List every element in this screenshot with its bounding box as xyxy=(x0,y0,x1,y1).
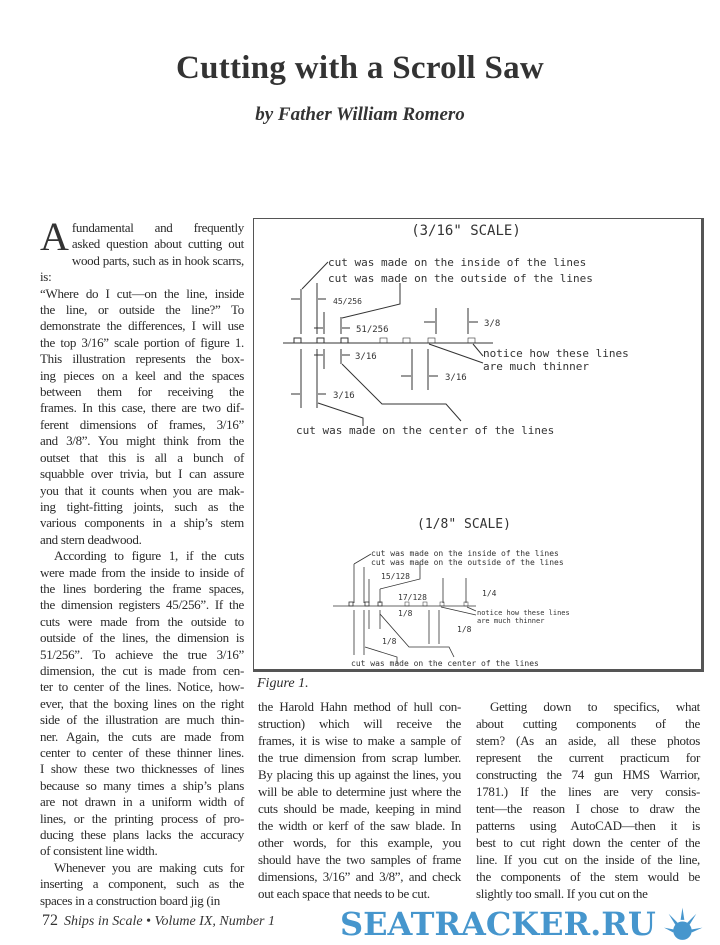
text-line: outset that this is all a bunch of xyxy=(40,449,244,465)
text-line: outside of the lines, the dimension is xyxy=(40,630,244,646)
text-line: the true dimension from scrap lumber. xyxy=(258,750,461,765)
column-1 xyxy=(40,214,244,909)
text-line: between them for receiving the xyxy=(40,384,244,400)
text-line: you that it counts when you are mak- xyxy=(40,482,244,498)
text-line: constructing the 74 gun HMS Warrior, xyxy=(476,767,700,782)
page-footer xyxy=(42,912,275,930)
bottom-scale-title: (1/8" SCALE) xyxy=(417,517,511,532)
text-line: the line, or outside the line?” To xyxy=(40,302,244,318)
text-line: will be able to determine just where the xyxy=(258,784,461,799)
bottom-diagram-labels xyxy=(351,517,570,668)
top-notice-line-2: are much thinner xyxy=(483,360,589,373)
sun-logo-icon xyxy=(664,904,704,942)
text-line: spaces in a construction board jig (in xyxy=(40,892,220,908)
text-line: frames, it is wise to make a sample of xyxy=(258,733,461,748)
text-line: stem? (As an aside, all these photos xyxy=(476,733,700,748)
top-notice-line-1: notice how these lines xyxy=(483,347,629,360)
figure-1 xyxy=(253,218,704,672)
publication-info: Ships in Scale • Volume IX, Number 1 xyxy=(64,914,275,929)
text-line: ter to center of the lines. Notice, how- xyxy=(40,679,244,695)
text-line: ing pieces on a keel and the spaces xyxy=(40,367,244,383)
text-line: 1781.) If the lines are very consis- xyxy=(476,784,700,799)
top-diagram-labels xyxy=(296,223,629,437)
text-line: other words, for this example, you xyxy=(258,835,461,850)
text-line: the top 3/16” scale portion of figure 1. xyxy=(40,334,244,350)
text-line: the dimension registers 45/256”. If the xyxy=(40,597,244,613)
text-line: ner. Again, the cuts are made from xyxy=(40,728,244,744)
figure-caption: Figure 1. xyxy=(257,676,309,691)
text-line: the width or kerf of the saw blade. In xyxy=(258,818,461,833)
watermark-text: SEATRACKER.RU xyxy=(340,905,656,943)
text-line: This illustration represents the box- xyxy=(40,351,244,367)
text-line: dimensions, 3/16” and 3/8”, and check xyxy=(258,869,461,884)
text-line: I show these two thicknesses of lines xyxy=(40,761,244,777)
bottom-notice-line-1: notice how these lines xyxy=(477,609,570,617)
top-inside-label: cut was made on the inside of the lines xyxy=(328,256,587,269)
text-line: various components in a ship’s stem xyxy=(40,515,244,531)
top-diagram-lines xyxy=(283,262,493,426)
text-line: inserting a component, such as the xyxy=(40,876,244,892)
text-line: Getting down to specifics, what xyxy=(490,699,700,714)
text-line: ducing these plans lacks the accuracy xyxy=(40,827,244,843)
article-byline: by Father William Romero xyxy=(255,104,465,125)
text-line: should have the two samples of frame xyxy=(258,852,461,867)
text-line: patterns using AutoCAD—then it is xyxy=(476,818,700,833)
bottom-dim-17-128: 17/128 xyxy=(398,593,427,602)
figure-drawing xyxy=(254,219,701,669)
text-line: the components of the stem would be xyxy=(476,869,700,884)
text-line: because so many times a ship’s plans xyxy=(40,777,244,793)
top-dim-3-8: 3/8 xyxy=(484,319,501,329)
text-line: By placing this up against the lines, you xyxy=(258,767,461,782)
text-line: 51/256”. To achieve the true 3/16” xyxy=(40,646,244,662)
text-line: the Harold Hahn method of hull con- xyxy=(258,699,461,714)
bottom-dim-1-4: 1/4 xyxy=(482,589,497,598)
text-line: ever, that the boxing lines on the right xyxy=(40,695,244,711)
article-title: Cutting with a Scroll Saw xyxy=(175,50,545,86)
bottom-dim-15-128: 15/128 xyxy=(381,572,410,581)
text-line: demonstrate the differences, I will use xyxy=(40,318,244,334)
top-dim-3-16-b: 3/16 xyxy=(445,373,467,383)
text-line: ferent dimensions of frames, 3/16” xyxy=(40,416,244,432)
bottom-center-label: cut was made on the center of the lines xyxy=(351,659,539,668)
text-line: represent the current practicum for xyxy=(476,750,700,765)
text-line: center to center of these thinner lines. xyxy=(40,745,244,760)
text-line: slightly too small. If you cut on the xyxy=(476,886,648,901)
top-dim-51-256: 51/256 xyxy=(356,325,389,335)
bottom-notice-line-2: are much thinner xyxy=(477,617,545,625)
text-line: struction) which will receive the xyxy=(258,716,461,731)
text-line: According to figure 1, if the cuts xyxy=(54,548,244,564)
text-line: Whenever you are making cuts for xyxy=(54,859,244,875)
text-line: the lines bordering the frame spaces, xyxy=(40,580,244,596)
text-line: line. If you cut on the inside of the line, xyxy=(476,852,700,867)
text-line: ing tight-fitting joints, such as the xyxy=(40,498,244,514)
text-line: cuts were made from the outside to xyxy=(40,613,244,629)
column-3 xyxy=(476,698,700,902)
text-line: cuts should be made, keeping in mind xyxy=(258,801,461,816)
text-line: wood parts, such as in hook scarrs, is: xyxy=(40,252,244,285)
top-outside-label: cut was made on the outside of the lines xyxy=(328,272,593,285)
bottom-dim-1-8-a: 1/8 xyxy=(398,609,413,618)
top-scale-title: (3/16" SCALE) xyxy=(411,223,521,239)
page-number: 72 xyxy=(42,912,58,929)
text-line: about cutting components of the xyxy=(476,716,700,731)
column-2 xyxy=(258,698,461,902)
bottom-dim-1-8-b: 1/8 xyxy=(457,625,472,634)
text-line: asked question about cutting out xyxy=(71,236,244,252)
text-line: side of the illustration are much thin- xyxy=(40,712,244,728)
text-line: tent—the reason I chose to draw the xyxy=(476,801,700,816)
text-line: and stern deadwood. xyxy=(40,531,142,547)
text-line: out each space that needs to be cut. xyxy=(258,886,430,901)
text-line: are not drawn in a uniform width of xyxy=(40,794,244,810)
top-center-label: cut was made on the center of the lines xyxy=(296,424,555,437)
top-dim-3-16-c: 3/16 xyxy=(333,391,355,401)
top-dim-45-256: 45/256 xyxy=(333,297,362,306)
text-line: were made from the inside to inside of xyxy=(40,564,244,580)
text-line: frames. In this case, there are two dif- xyxy=(40,400,244,416)
text-line: of consistent line width. xyxy=(40,843,158,859)
text-line: squabble over trivia, but I can assure xyxy=(40,466,244,482)
text-line: “Where do I cut—on the line, inside xyxy=(40,285,244,301)
text-line: dimension, the cut is made from cen- xyxy=(40,662,244,678)
bottom-dim-1-8-c: 1/8 xyxy=(382,637,397,646)
text-line: lines, or the printing process of pro- xyxy=(40,810,244,826)
text-line: fundamental and frequently xyxy=(71,220,244,235)
text-line: best to cut right down the center of the xyxy=(476,835,700,850)
bottom-inside-label: cut was made on the inside of the lines xyxy=(371,549,559,558)
drop-cap: A xyxy=(40,214,69,259)
top-dim-3-16-a: 3/16 xyxy=(355,352,377,362)
text-line: and 3/8”. You might think from the xyxy=(40,433,244,449)
bottom-outside-label: cut was made on the outside of the lines xyxy=(371,558,564,567)
